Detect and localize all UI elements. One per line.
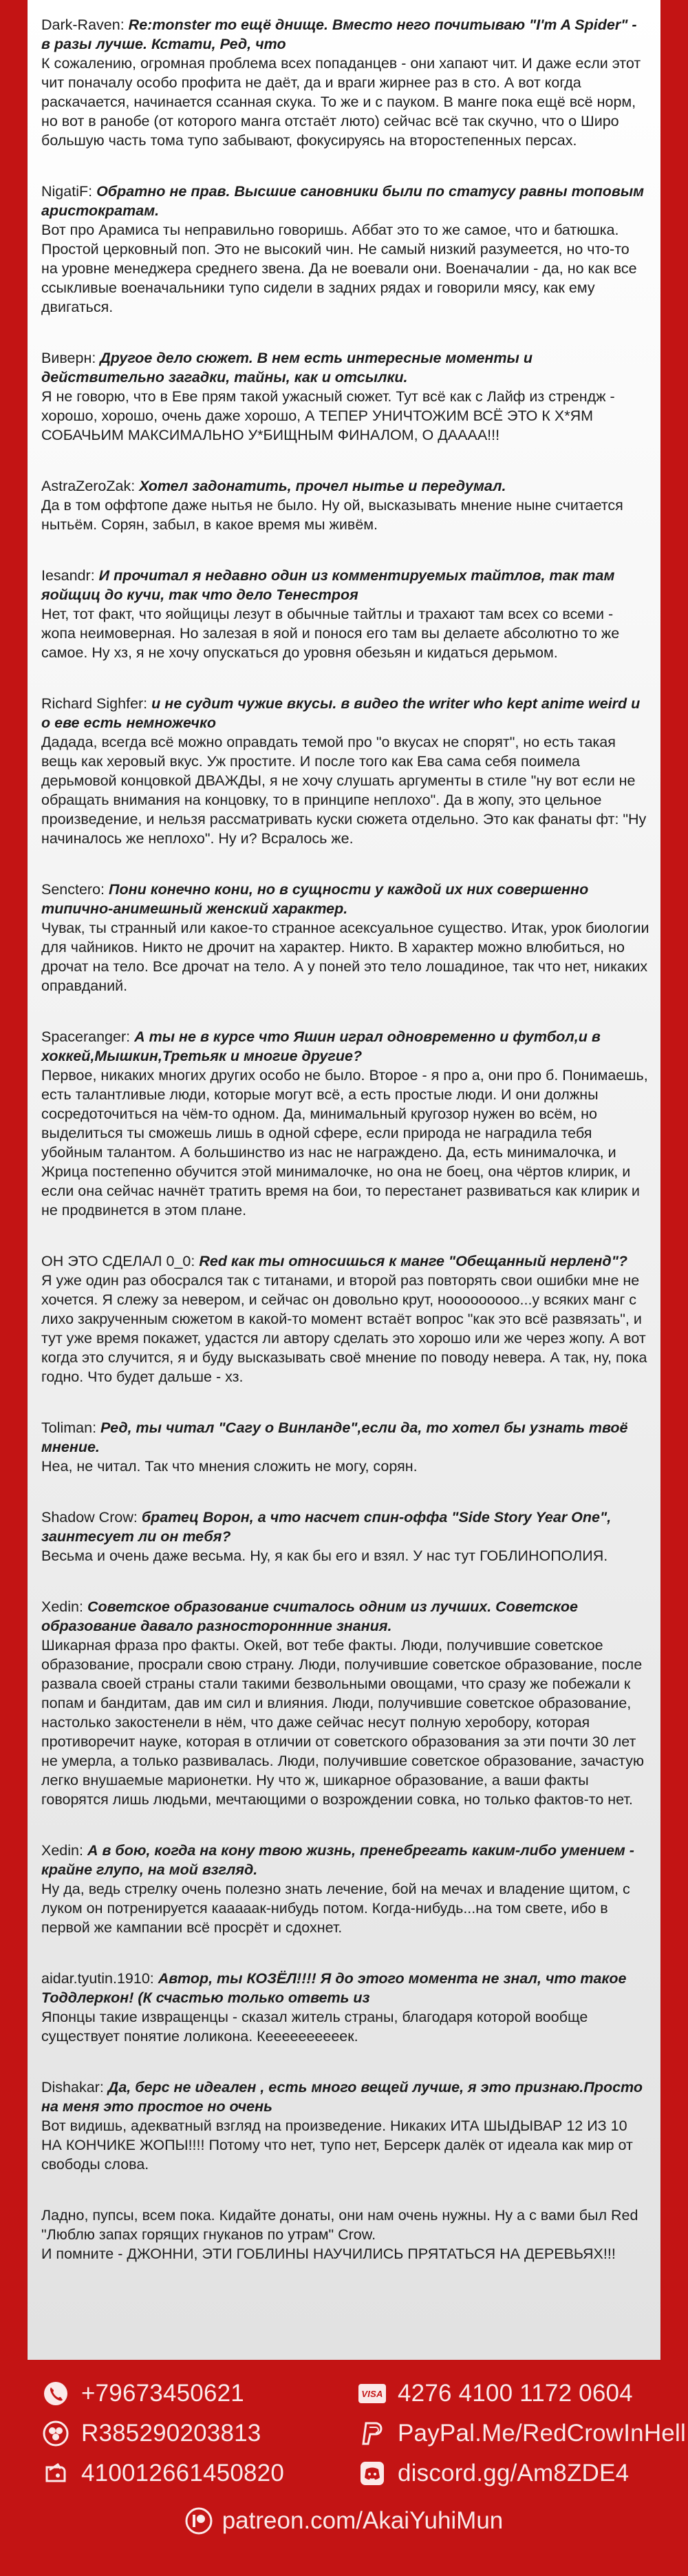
farewell-text: Ладно, пупсы, всем пока. Кидайте донаты, они нам очень нужны. Ну а с вами был Red "Люблю запах горящих гнуканов по утрам" Crow. xyxy=(41,2207,638,2243)
comment-item xyxy=(41,1597,649,1809)
comment-reply: Дадада, всегда всё можно оправдать темой про "о вкусах не спорят", но есть такая вещь как херовый вкус. Уж простите. И после того как Ева сама себя поимела дерьмовой концовкой ДВАЖДЫ, я не хочу слушать аргументы в стиле "ну вот если не обращать внимания на концовку, то в принципе неплохо". Да в жопу, это цельное произведение, и нельзя рассматривать куски сюжета отдельно. Это как фанаты фт: "Ну начиналось же неплохо". Ну и? Всралось же. xyxy=(41,734,647,847)
webmoney-wallet: R385290203813 xyxy=(81,2420,261,2447)
comment-reply: Вот видишь, адекватный взгляд на произведение. Никаких ИТА ШЫДЫВАР 12 ИЗ 10 НА КОНЧИКЕ ЖОПЫ!!!! Потому что нет, тупо нет, Берсерк далёк от идеала как мир от свободы слова. xyxy=(41,2118,633,2173)
patreon-link[interactable] xyxy=(0,2507,688,2535)
comment-quote: Автор, ты КОЗЁЛ!!!! Я до этого момента не знал, что такое Тоддлеркон! (К счастью только ответь из xyxy=(41,1970,627,2006)
comment-item xyxy=(41,182,649,317)
comment-author: Xedin: xyxy=(41,1842,83,1859)
comment-quote: Хотел задонатить, прочел нытье и передумал. xyxy=(139,478,506,494)
comment-item xyxy=(41,2078,649,2174)
farewell-warning: И помните - ДЖОННИ, ЭТИ ГОБЛИНЫ НАУЧИЛИСЬ ПРЯТАТЬСЯ НА ДЕРЕВЬЯХ!!! xyxy=(41,2246,616,2262)
comment-quote: Да, берс не идеален , есть много вещей лучше, я это признаю.Просто на меня это простое но очень xyxy=(41,2079,643,2115)
comment-item xyxy=(41,1418,649,1476)
comment-item xyxy=(41,1969,649,2046)
comment-author: AstraZeroZak: xyxy=(41,478,136,494)
visa-card-number: 4276 4100 1172 0604 xyxy=(398,2380,633,2407)
comment-quote: Ред, ты читал "Сагу о Винланде",если да, то хотел бы узнать твоё мнение. xyxy=(41,1419,628,1455)
comment-item xyxy=(41,15,649,150)
comment-quote: Советское образование считалось одним из лучших. Советское образование давало разностороннние знания. xyxy=(41,1598,578,1634)
comment-reply: Я не говорю, что в Еве прям такой ужасный сюжет. Тут всё как с Лайф из стрендж - хорошо, хорошо, очень даже хорошо, А ТЕПЕР УНИЧТОЖИМ ВСЁ ЭТО К Х*ЯМ СОБАЧЬИМ МАКСИМАЛЬНО У*БИЩНЫМ ФИНАЛОМ, О ДАААА!!! xyxy=(41,388,615,443)
comment-quote: И прочитал я недавно один из комментируемых тайтлов, так там яойщиц до кучи, так что дело Тенестроя xyxy=(41,567,615,603)
comment-author: Toliman: xyxy=(41,1419,97,1436)
comment-quote: Red как ты относишься к манге "Обещанный нерленд"? xyxy=(199,1253,628,1269)
comment-author: Senctero: xyxy=(41,881,105,898)
svg-text:VISA: VISA xyxy=(361,2389,383,2399)
patreon-url: patreon.com/AkaiYuhiMun xyxy=(222,2507,504,2534)
webmoney-icon xyxy=(41,2419,70,2448)
paypal-icon xyxy=(358,2419,387,2448)
comment-author: Shadow Crow: xyxy=(41,1509,138,1525)
yandex-wallet: 410012661450820 xyxy=(81,2460,284,2487)
comment-reply: К сожалению, огромная проблема всех попаданцев - они хапают чит. И даже если этот чит поначалу особо профита не даёт, да и враги жирнее раз в сто. А вот когда раскачается, начинается ссанная скука. То же и с пауком. В манге пока ещё всё норм, но вот в ранобе (от которого манга отстаёт люто) сейчас всё так скучно, что о Широ большую часть тома тупо забывают, фокусируясь на второстепенных персах. xyxy=(41,55,641,149)
comment-quote: Другое дело сюжет. В нем есть интересные моменты и действительно загадки, тайны, как и отсылки. xyxy=(41,350,533,386)
webmoney-payment[interactable] xyxy=(41,2419,261,2448)
visa-payment[interactable] xyxy=(358,2379,633,2408)
discord-invite: discord.gg/Am8ZDE4 xyxy=(398,2460,630,2487)
phone-number: +79673450621 xyxy=(81,2380,244,2407)
yandex-payment[interactable] xyxy=(41,2459,284,2488)
comment-item xyxy=(41,1508,649,1565)
comment-item xyxy=(41,476,649,534)
visa-icon xyxy=(358,2379,387,2408)
comment-reply: Шикарная фраза про факты. Окей, вот тебе факты. Люди, получившие советское образование, просрали свою страну. Люди, получившие советское образование, после развала своей страны стали такими безвольными овощами, что сразу же побежали к попам и бандитам, дав им сил и влияния. Люди, получившие советское образование, настолько закостенели в нём, что даже сейчас несут полную херобору, которая противоречит науке, которая в отличии от советского образования за эти почти 30 лет не умерла, а только развивалась. Люди, получившие советское образование, зачастую легко внушаемые марионетки. Ну что ж, шикарное образование, а ваши факты говорятся лишь людьми, мечтающими о возрождении совка, но только фактов-то нет. xyxy=(41,1637,644,1808)
comment-author: Виверн: xyxy=(41,350,96,366)
comment-author: Iesandr: xyxy=(41,567,95,584)
comment-reply: Чувак, ты странный или какое-то странное асексуальное существо. Итак, урок биологии для чайников. Никто не дрочит на характер. Никто. В характер можно влюбиться, но дрочат на тело. Все дрочат на тело. А у поней это тело лошадиное, так что нет, никаких оправданий. xyxy=(41,920,649,994)
comment-quote: Пони конечно кони, но в сущности у каждой их них совершенно типично-анимешный женский характер. xyxy=(41,881,589,917)
comment-reply: Первое, никаких многих других особо не было. Второе - я про а, они про б. Понимаешь, есть талантливые люди, которые могут всё, а есть простые люди. И они должны сосредоточиться на чём-то одном. Да, минимальный кругозор нужен во всём, но выделиться ты сможешь лишь в одной сфере, если природа не наградила тебя убойным талантом. А большинство из нас не награждено. Да, есть минималочка, и Жрица постепенно обучится этой минималочке, но она не боец, она чёртов клирик, и если она сейчас начнёт тратить время на бои, то перестанет развиваться как клирик и не продвинется в этом плане. xyxy=(41,1067,648,1218)
comment-author: Richard Sighfer: xyxy=(41,695,148,712)
comment-item xyxy=(41,566,649,662)
paypal-link: PayPal.Me/RedCrowInHell xyxy=(398,2420,686,2447)
comment-reply: Да в том оффтопе даже нытья не было. Ну ой, высказывать мнение ныне считается нытьём. Сорян, забыл, в какое время мы живём. xyxy=(41,497,623,533)
comment-item xyxy=(41,694,649,848)
discord-icon xyxy=(358,2459,387,2488)
phone-icon xyxy=(41,2379,70,2408)
comment-item xyxy=(41,880,649,995)
comment-quote: братец Ворон, а что насчет спин-оффа "Side Story Year One", заинтесует ли он тебя? xyxy=(41,1509,612,1545)
comment-item xyxy=(41,1841,649,1937)
comment-reply: Японцы такие извращенцы - сказал житель страны, благодаря которой вообще существует понятие лоликона. Кеееееееееек. xyxy=(41,2009,588,2045)
comment-quote: Re:monster то ещё днище. Вместо него почитываю "I'm A Spider" - в разы лучше. Кстати, Ред, что xyxy=(41,17,637,52)
comment-quote: и не судит чужие вкусы. в видео the writer who kept anime weird и о еве есть немножечко xyxy=(41,695,641,731)
comment-author: Dark-Raven: xyxy=(41,17,125,33)
comment-author: ОН ЭТО СДЕЛАЛ 0_0: xyxy=(41,1253,195,1269)
comment-reply: Вот про Арамиса ты неправильно говоришь. Аббат это то же самое, что и батюшка. Простой церковный поп. Это не высокий чин. Не самый низкий разумеется, но что-то на уровне менеджера среднего звена. Да не воевали они. Военачалии - да, но как все ссыкливые военачальники тупо сидели в задних рядах и говорили мясу, как ему двигаться. xyxy=(41,222,637,315)
discord-link[interactable] xyxy=(358,2459,629,2488)
comment-author: aidar.tyutin.1910: xyxy=(41,1970,154,1987)
phone-payment[interactable] xyxy=(41,2379,244,2408)
donation-footer xyxy=(0,2360,688,2576)
comment-quote: Обратно не прав. Высшие сановники были по статусу равны топовым аристократам. xyxy=(41,183,645,219)
comment-author: Xedin: xyxy=(41,1598,83,1615)
farewell-block xyxy=(41,2206,649,2263)
comment-list xyxy=(41,15,649,2263)
content-page xyxy=(28,0,660,2360)
comment-reply: Весьма и очень даже весьма. Ну, я как бы его и взял. У нас тут ГОБЛИНОПОЛИЯ. xyxy=(41,1548,608,1564)
comment-author: Dishakar: xyxy=(41,2079,104,2095)
comment-author: NigatiF: xyxy=(41,183,93,200)
comment-item xyxy=(41,1027,649,1220)
comment-reply: Я уже один раз обосрался так с титанами, и второй раз повторять свои ошибки мне не хочется. Я слежу за невером, и сейчас он довольно крут, нооооооооо...у всяких манг с лихо закрученным сюжетом в какой-то момент встаёт вопрос "как это всё развязать", и тут уже время покажет, удастся ли автору сделать это хорошо или же через жопу. А вот когда это случится, я и буду высказывать своё мнение по поводу невера. А так, ну, пока годно. Что будет дальше - хз. xyxy=(41,1272,647,1385)
comment-item xyxy=(41,348,649,445)
paypal-payment[interactable] xyxy=(358,2419,686,2448)
comment-quote: А в бою, когда на кону твою жизнь, пренебрегать каким-либо умением - крайне глупо, на мой взгляд. xyxy=(41,1842,634,1878)
comment-item xyxy=(41,1252,649,1386)
comment-author: Spaceranger: xyxy=(41,1028,131,1045)
comment-reply: Ну да, ведь стрелку очень полезно знать лечение, бой на мечах и владение щитом, с луком он потренируется кааааак-нибудь потом. Когда-нибудь...на том свете, ибо в первой же кампании всё просрёт и сдохнет. xyxy=(41,1881,630,1936)
yandex-money-icon xyxy=(41,2459,70,2488)
comment-reply: Неа, не читал. Так что мнения сложить не могу, сорян. xyxy=(41,1458,418,1475)
comment-quote: А ты не в курсе что Яшин играл одновременно и футбол,и в хоккей,Мышкин,Третьяк и многие другие? xyxy=(41,1028,601,1064)
comment-reply: Нет, тот факт, что яойщицы лезут в обычные тайтлы и трахают там всех со всеми - жопа неимоверная. Но залезая в яой и понося его там вы делаете абсолютно то же самое. Ну хз, я не хочу опускаться до уровня обезьян и кидаться дерьмом. xyxy=(41,606,620,661)
patreon-icon xyxy=(185,2507,213,2535)
